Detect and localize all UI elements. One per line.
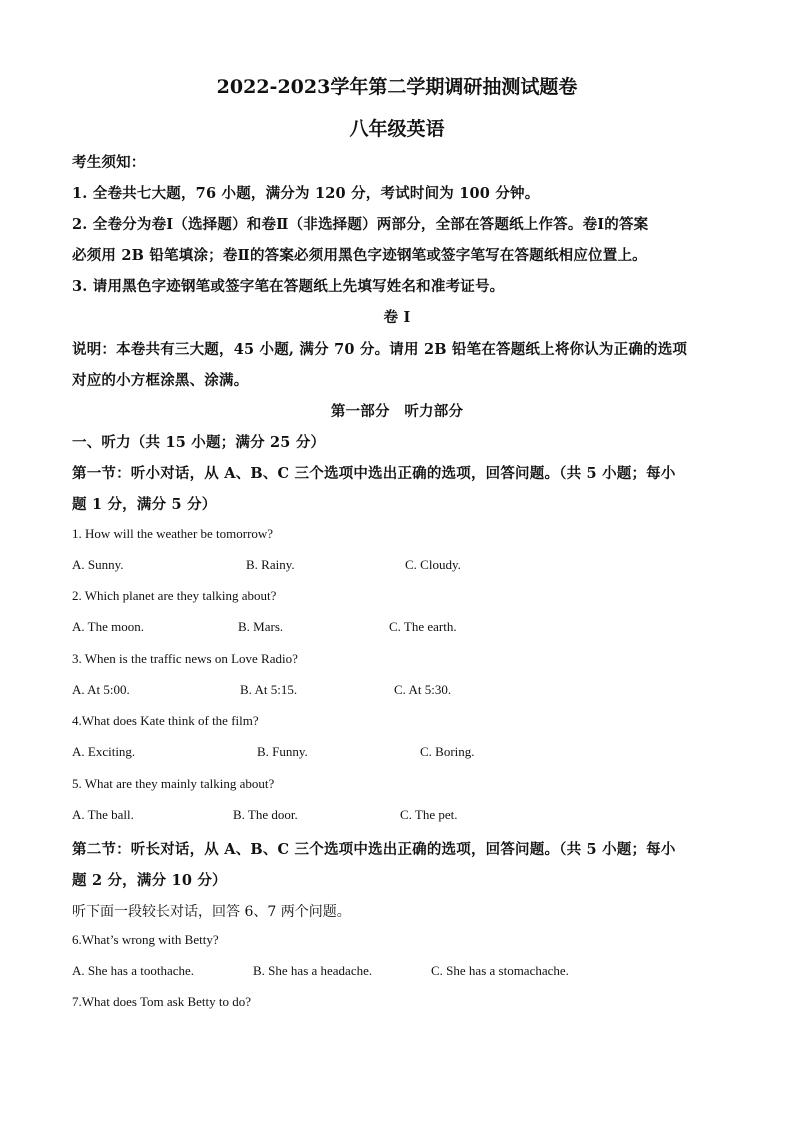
notice-item-1: 1. 全卷共七大题，76 小题，满分为 120 分，考试时间为 100 分钟。 xyxy=(72,185,540,202)
question-5: 5. What are they mainly talking about? xyxy=(72,776,275,791)
option-a: A. The moon. xyxy=(72,619,144,634)
exam-title: 2022-2023学年第二学期调研抽测试题卷 xyxy=(216,76,578,98)
volume-1-desc-line-2: 对应的小方框涂黑、涂满。 xyxy=(72,372,249,389)
option-b: B. At 5:15. xyxy=(240,682,298,697)
option-a: A. At 5:00. xyxy=(72,682,130,697)
question-3: 3. When is the traffic news on Love Radio? xyxy=(72,651,298,666)
sub-section-2-line-2: 题 2 分，满分 10 分） xyxy=(72,872,227,889)
option-a: A. She has a toothache. xyxy=(72,963,195,978)
part-1-heading: 第一部分 听力部分 xyxy=(330,403,464,420)
listening-section-heading: 一、听力（共 15 小题；满分 25 分） xyxy=(72,434,326,451)
question-7: 7.What does Tom ask Betty to do? xyxy=(72,994,252,1009)
option-c: C. At 5:30. xyxy=(394,682,452,697)
sub-section-2-line-1: 第二节：听长对话，从 A、B、C 三个选项中选出正确的选项，回答问题。（共 5 小题；每小 xyxy=(72,841,676,858)
option-b: B. Rainy. xyxy=(246,557,295,572)
question-4: 4.What does Kate think of the film? xyxy=(72,713,259,728)
option-a: A. Sunny. xyxy=(72,557,124,572)
option-c: C. Cloudy. xyxy=(405,557,461,572)
sub-section-1-line-2: 题 1 分，满分 5 分） xyxy=(72,496,217,513)
question-4-options xyxy=(72,744,722,762)
exam-subtitle: 八年级英语 xyxy=(349,118,445,140)
question-2-options xyxy=(72,619,722,637)
notice-item-2-line-2: 必须用 2B 铅笔填涂；卷Ⅱ的答案必须用黑色字迹钢笔或签字笔写在答题纸相应位置上。 xyxy=(72,247,647,264)
option-c: C. The pet. xyxy=(400,807,458,822)
volume-1-desc-line-1: 说明：本卷共有三大题，45 小题, 满分 70 分。请用 2B 铅笔在答题纸上将你认为正确的选项 xyxy=(72,341,688,358)
question-2: 2. Which planet are they talking about? xyxy=(72,588,277,603)
question-1-options xyxy=(72,557,722,575)
volume-1-heading: 卷 Ⅰ xyxy=(383,309,411,326)
option-c: C. Boring. xyxy=(420,744,475,759)
option-b: B. She has a headache. xyxy=(253,963,373,978)
sub-section-1-line-1: 第一节：听小对话，从 A、B、C 三个选项中选出正确的选项，回答问题。（共 5 小题；每小 xyxy=(72,465,676,482)
question-5-options xyxy=(72,807,722,825)
option-c: C. The earth. xyxy=(389,619,457,634)
sub-section-2-instruction: 听下面一段较长对话，回答 6、7 两个问题。 xyxy=(72,904,351,920)
notice-heading: 考生须知： xyxy=(72,154,146,171)
notice-item-2-line-1: 2. 全卷分为卷Ⅰ（选择题）和卷Ⅱ（非选择题）两部分，全部在答题纸上作答。卷Ⅰ的答案 xyxy=(72,216,649,233)
option-b: B. Mars. xyxy=(238,619,284,634)
option-b: B. Funny. xyxy=(257,744,308,759)
option-b: B. The door. xyxy=(233,807,298,822)
question-3-options xyxy=(72,682,722,700)
question-6-options xyxy=(72,963,722,981)
option-c: C. She has a stomachache. xyxy=(431,963,569,978)
question-6: 6.What’s wrong with Betty? xyxy=(72,932,219,947)
option-a: A. Exciting. xyxy=(72,744,136,759)
question-1: 1. How will the weather be tomorrow? xyxy=(72,526,274,541)
option-a: A. The ball. xyxy=(72,807,134,822)
notice-item-3: 3. 请用黑色字迹钢笔或签字笔在答题纸上先填写姓名和准考证号。 xyxy=(72,278,505,295)
